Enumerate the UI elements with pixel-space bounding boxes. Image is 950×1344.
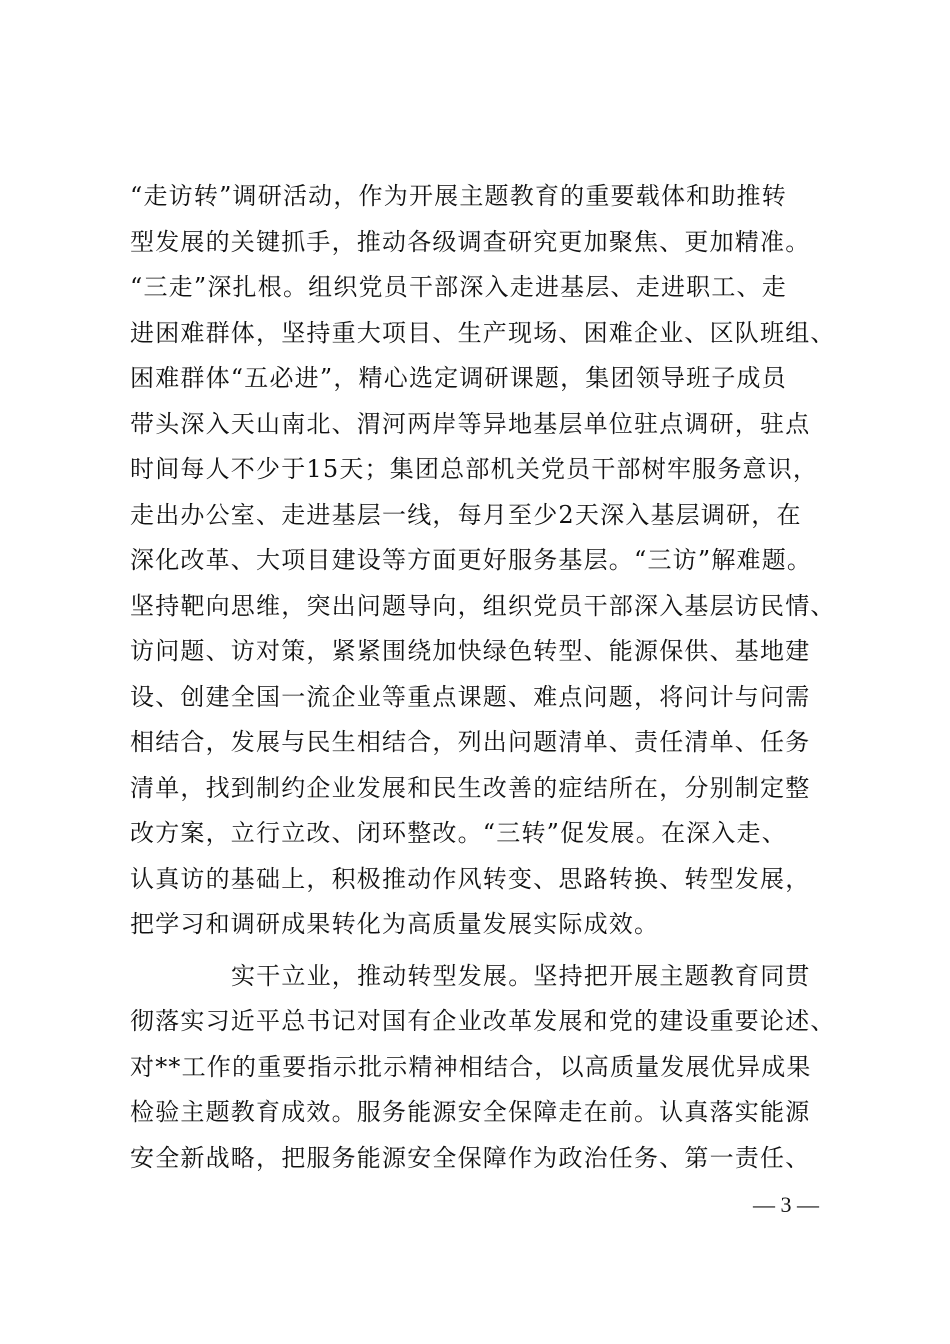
text-line: 相结合，发展与民生相结合，列出问题清单、责任清单、任务 xyxy=(130,728,811,756)
text-line: 改方案，立行立改、闭环整改。“三转”促发展。在深入走、 xyxy=(130,819,787,847)
text-line: 深化改革、大项目建设等方面更好服务基层。“三访”解难题。 xyxy=(130,546,813,574)
text-line: 型发展的关键抓手，推动各级调查研究更加聚焦、更加精准。 xyxy=(130,227,811,256)
paragraph xyxy=(130,954,836,1182)
text-line: 坚持靶向思维，突出问题导向，组织党员干部深入基层访民情、 xyxy=(130,591,836,620)
text-line: 走出办公室、走进基层一线，每月至少2天深入基层调研，在 xyxy=(130,500,802,529)
text-line: 对**工作的重要指示批示精神相结合，以高质量发展优异成果 xyxy=(130,1052,812,1081)
text-line: 访问题、访对策，紧紧围绕加快绿色转型、能源保供、基地建 xyxy=(130,637,811,665)
text-line: 检验主题教育成效。服务能源安全保障走在前。认真落实能源 xyxy=(130,1098,811,1126)
paragraph xyxy=(130,174,836,948)
body-text xyxy=(130,174,836,1181)
text-line: 设、创建全国一流企业等重点课题、难点问题，将问计与问需 xyxy=(130,682,811,711)
text-line: 安全新战略，把服务能源安全保障作为政治任务、第一责任、 xyxy=(130,1143,811,1172)
text-line: 实干立业，推动转型发展。坚持把开展主题教育同贯 xyxy=(231,961,811,990)
text-line: “三走”深扎根。组织党员干部深入走进基层、走进职工、走 xyxy=(130,273,787,301)
text-line: 时间每人不少于15天；集团总部机关党员干部树牢服务意识， xyxy=(130,455,819,483)
page-number: — 3 — xyxy=(753,1192,819,1217)
text-line: 把学习和调研成果转化为高质量发展实际成效。 xyxy=(130,910,660,938)
text-line: 困难群体“五必进”，精心选定调研课题，集团领导班子成员 xyxy=(130,364,787,392)
text-line: 清单，找到制约企业发展和民生改善的症结所在，分别制定整 xyxy=(130,773,811,802)
text-line: 进困难群体，坚持重大项目、生产现场、困难企业、区队班组、 xyxy=(130,318,836,347)
text-line: 带头深入天山南北、渭河两岸等异地基层单位驻点调研，驻点 xyxy=(130,409,811,438)
text-line: 彻落实习近平总书记对国有企业改革发展和党的建设重要论述、 xyxy=(130,1007,836,1035)
text-line: “走访转”调研活动，作为开展主题教育的重要载体和助推转 xyxy=(130,182,787,210)
text-line: 认真访的基础上，积极推动作风转变、思路转换、转型发展， xyxy=(130,864,811,893)
